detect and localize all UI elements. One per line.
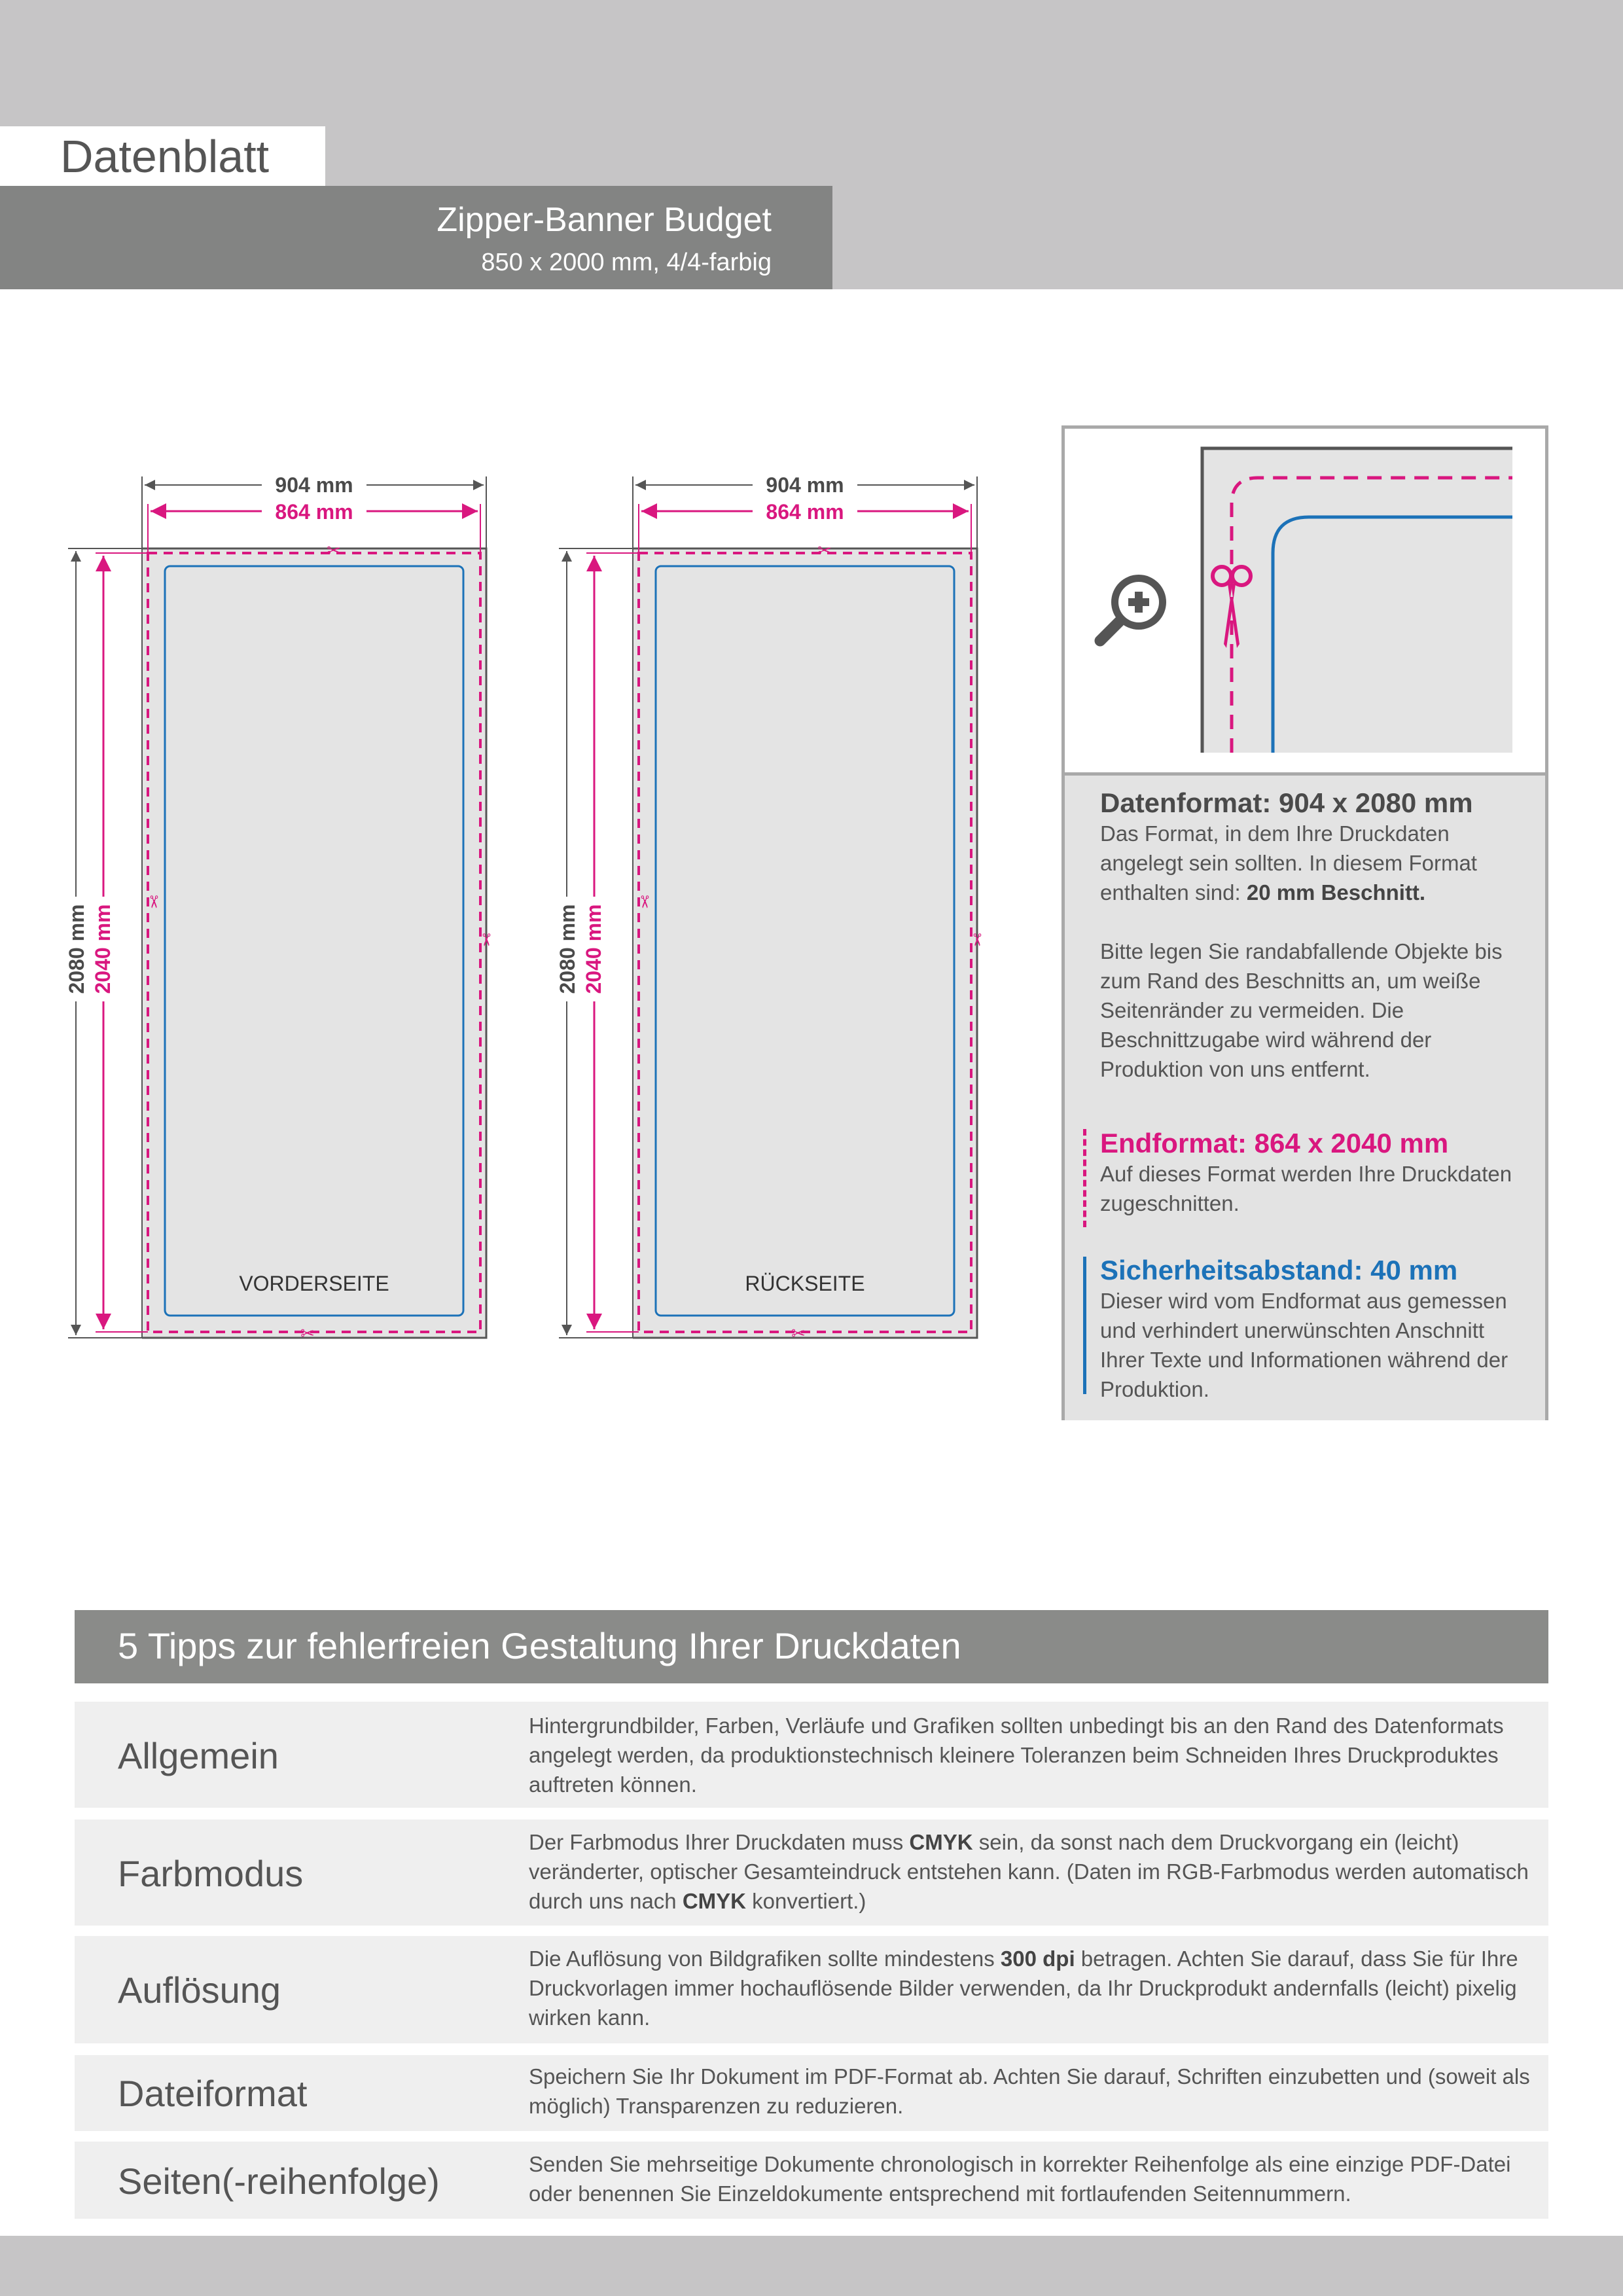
side-label: VORDERSEITE (239, 1272, 389, 1295)
page-title: Datenblatt (60, 131, 270, 182)
tip-label: Farbmodus (118, 1853, 304, 1894)
height-inner-label: 2040 mm (91, 904, 115, 994)
height-inner-label: 2040 mm (582, 904, 605, 994)
tip-text-part: konvertiert.) (746, 1889, 866, 1913)
width-inner-label: 864 mm (275, 500, 353, 524)
tip-label: Seiten(-reihenfolge) (118, 2161, 440, 2202)
tips-header (75, 1610, 1548, 1683)
safety-description: Dieser wird vom Endformat aus gemessen und verhindert unerwünschten Anschnitt Ihrer Texte und Informationen während der Produktion. (1100, 1289, 1508, 1401)
tip-label: Auflösung (118, 1969, 281, 2011)
tip-text (529, 1827, 1537, 1916)
data-format-area (633, 548, 977, 1338)
tip-row (75, 2055, 1548, 2131)
diagram-back (554, 470, 987, 1343)
tip-text: Hintergrundbilder, Farben, Verläufe und Grafiken sollten unbedingt bis an den Rand des Datenformats angelegt werden, da produktionstechnisch kleinere Toleranzen beim Schneiden Ihres Druckproduktes auftreten können. (529, 1713, 1504, 1797)
width-outer-label: 904 mm (766, 473, 844, 497)
zoom-in-icon (1100, 575, 1166, 641)
tip-text-part: sein, da sonst nach dem Druckvorgang ein (leicht) veränderter, optischer Gesamteindruck entstehen kann. (Daten im RGB-Farbmodus werden automatisch durch uns nach (529, 1830, 1529, 1913)
data-format-description (1100, 819, 1532, 907)
scissors-icon: ✂ (300, 1323, 315, 1343)
scissors-icon: ✂ (967, 933, 987, 947)
scissors-icon: ✂ (635, 895, 654, 909)
tip-text (529, 1944, 1537, 2032)
safety-section (1100, 1255, 1532, 1404)
data-format-heading: Datenformat: 904 x 2080 mm (1100, 787, 1473, 818)
tip-text-emphasis: CMYK (909, 1830, 973, 1854)
product-name: Zipper-Banner Budget (437, 201, 772, 239)
tip-text-part: Die Auflösung von Bildgrafiken sollte mindestens (529, 1946, 1001, 1971)
trim-marker-bar (1083, 1129, 1086, 1227)
tip-row (75, 2142, 1548, 2219)
width-inner-label: 864 mm (766, 500, 844, 524)
scissors-icon: ✂ (476, 933, 496, 947)
bleed-amount: 20 mm Beschnitt. (1246, 880, 1426, 905)
tip-label: Allgemein (118, 1735, 279, 1776)
bleed-advice: Bitte legen Sie randabfallende Objekte bis zum Rand des Beschnitts an, um weiße Seitenränder zu vermeiden. Die Beschnittzugabe wird während der Produktion von uns entfernt. (1100, 939, 1503, 1081)
corner-data-area (1202, 448, 1512, 753)
height-outer-label: 2080 mm (556, 904, 579, 994)
width-outer-label: 904 mm (275, 473, 353, 497)
corner-detail-graphic (1065, 429, 1545, 772)
tip-label: Dateiformat (118, 2073, 308, 2114)
safety-heading: Sicherheitsabstand: 40 mm (1100, 1255, 1458, 1285)
side-label: RÜCKSEITE (745, 1272, 865, 1295)
format-info-text (1065, 772, 1545, 1420)
safety-marker-bar (1083, 1257, 1086, 1394)
data-format-area (142, 548, 486, 1338)
tip-text-part: Der Farbmodus Ihrer Druckdaten muss (529, 1830, 910, 1854)
scissors-icon: ✂ (817, 541, 832, 560)
tip-row (75, 1936, 1548, 2043)
tip-text-part: betragen. Achten Sie darauf, dass Sie für Ihre Druckvorlagen immer hochauflösende Bilder verwenden, da Ihr Druckprodukt andernfalls (leicht) pixelig wirken kann. (529, 1946, 1518, 2030)
scissors-icon: ✂ (144, 895, 164, 909)
tip-text-emphasis: CMYK (682, 1889, 746, 1913)
tip-text-emphasis: 300 dpi (1000, 1946, 1075, 1971)
corner-zoom-panel (1065, 429, 1545, 772)
tips-title: 5 Tipps zur fehlerfreien Gestaltung Ihrer Druckdaten (118, 1625, 961, 1666)
data-format-text: Das Format, in dem Ihre Druckdaten angelegt sein sollten. In diesem Format enthalten sind: (1100, 821, 1477, 905)
tip-text: Senden Sie mehrseitige Dokumente chronologisch in korrekter Reihenfolge als eine einzige PDF-Datei oder benennen Sie Einzeldokumente entsprechend mit fortlaufenden Seitennummern. (529, 2152, 1511, 2206)
tip-row (75, 1702, 1548, 1808)
end-format-section (1100, 1128, 1532, 1218)
tip-row (75, 1820, 1548, 1926)
diagram-front (63, 470, 496, 1343)
bottom-band (0, 2236, 1623, 2296)
end-format-description: Auf dieses Format werden Ihre Druckdaten zugeschnitten. (1100, 1162, 1512, 1215)
data-format-section (1100, 787, 1532, 1084)
product-spec: 850 x 2000 mm, 4/4-farbig (481, 249, 772, 276)
end-format-heading: Endformat: 864 x 2040 mm (1100, 1128, 1449, 1158)
tip-text: Speichern Sie Ihr Dokument im PDF-Format ab. Achten Sie darauf, Schriften einzubetten und (soweit als möglich) Transparenzen zu reduzieren. (529, 2064, 1530, 2118)
format-info-box (1061, 425, 1548, 1420)
scissors-icon: ✂ (791, 1323, 806, 1343)
height-outer-label: 2080 mm (65, 904, 88, 994)
scissors-icon: ✂ (327, 541, 341, 560)
